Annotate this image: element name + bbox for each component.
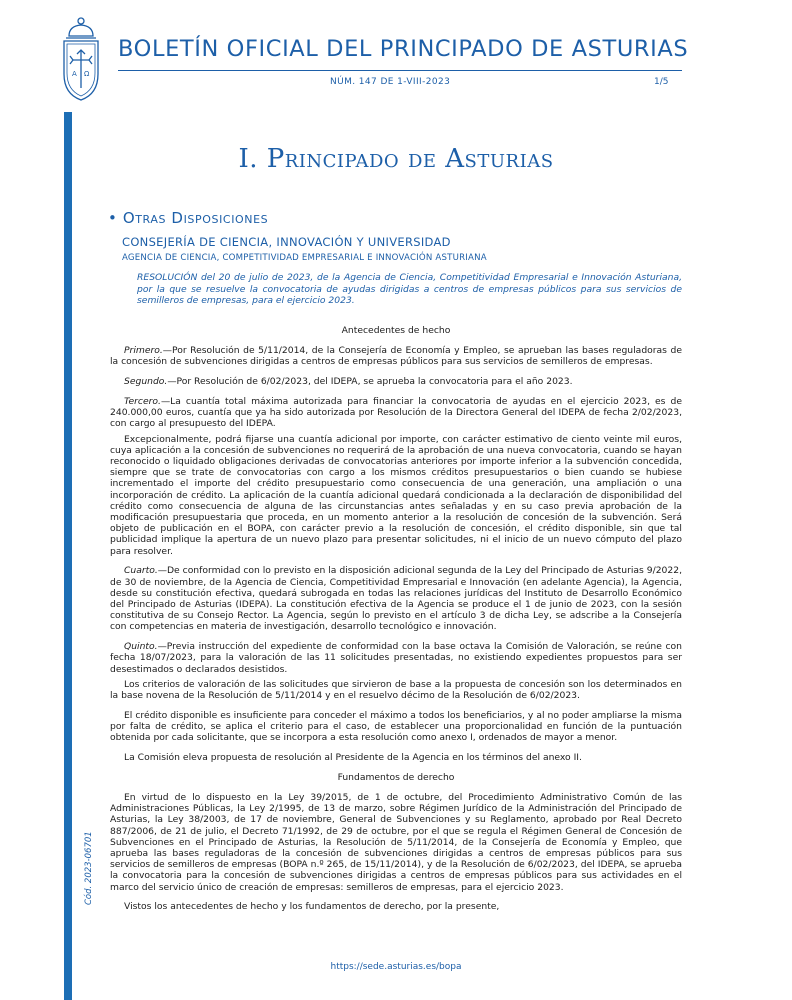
antecedentes-heading: Antecedentes de hecho [341, 325, 451, 336]
resolution-title: RESOLUCIÓN del 20 de julio de 2023, de la Agencia de Ciencia, Competitividad Empresarial e Innovación Asturiana, por la que se resuelve la convocatoria de ayudas dirigidas a centros de empresas públicos para sus servicios de semilleros de empresas, para el ejercicio 2023. [137, 272, 682, 306]
paragraph-quinto: Quinto.—Previa instrucción del expediente de conformidad con la base octava la Comisión de Valoración, se reúne con fecha 18/07/2023, para la valoración de las 11 solicitudes presentadas, no existiendo expedientes propuestos para ser desestimados o declarados desistidos. [110, 641, 682, 675]
department-name: CONSEJERÍA DE CIENCIA, INNOVACIÓN Y UNIVERSIDAD [122, 235, 451, 249]
principado-crest-logo [56, 14, 106, 102]
svg-text:Ω: Ω [84, 70, 90, 78]
paragraph-virtud: En virtud de lo dispuesto en la Ley 39/2015, de 1 de octubre, del Procedimiento Administrativo Común de las Administraciones Públicas, la Ley 2/1995, de 13 de marzo, sobre Régimen Jurídico de la Administración del Principado de Asturias, la Ley 38/2003, de 17 de noviembre, General de Subvenciones y su Reglamento, aprobado por Real Decreto 887/2006, de 21 de julio, el Decreto 71/1992, de 29 de octubre, por el que se regula el Régimen General de Concesión de Subvenciones en el Principado de Asturias, la Resolución de 5/11/2014, de la Consejería de Economía y Empleo, que aprueba las bases reguladoras de la concesión de subvenciones dirigidas a centros de empresas públicos para sus servicios de semilleros de empresas (BOPA n.º 265, de 15/11/2014), y de la Resolución de 6/02/2023, del IDEPA, se aprueba la convocatoria para la concesión de subvenciones dirigidas a centros de empresas públicos para sus actividades en el marco del servicio único de creación de empresas: semilleros de empresas, para el ejercicio 2023. [110, 792, 682, 893]
section-title: I. Principado de Asturias [238, 144, 554, 174]
document-body [110, 325, 682, 921]
gazette-title: BOLETÍN OFICIAL DEL PRINCIPADO DE ASTURIAS [118, 36, 689, 62]
issue-number: NÚM. 147 DE 1-VIII-2023 [330, 77, 451, 87]
margin-bar [64, 112, 72, 1000]
agency-name: AGENCIA DE CIENCIA, COMPETITIVIDAD EMPRESARIAL E INNOVACIÓN ASTURIANA [122, 253, 487, 263]
page-number: 1/5 [654, 77, 669, 87]
paragraph-excepcional: Excepcionalmente, podrá fijarse una cuantía adicional por importe, con carácter estimativo de ciento veinte mil euros, cuya aplicación a la concesión de subvenciones no requerirá de la aprobación de una nueva convocatoria, cuando se hayan reconocido o liquidado obligaciones derivadas de convocatorias anteriores por importe inferior a la subvención concedida, siempre que se trate de convocatorias con cargo a los mismos créditos presupuestarios o bien cuando se hubiese incrementado el importe del crédito presupuestario como consecuencia de una generación, una ampliación o una incorporación de crédito. La aplicación de la cuantía adicional quedará condicionada a la declaración de disponibilidad del crédito como consecuencia de alguna de las circunstancias antes señaladas y en su caso previa aprobación de la modificación presupuestaria que proceda, en un momento anterior a la resolución de concesión de la subvención. Será objeto de publicación en el BOPA, con carácter previo a la resolución de concesión, el crédito disponible, sin que tal publicidad implique la apertura de un nuevo plazo para presentar solicitudes, ni el inicio de un nuevo cómputo del plazo para resolver. [110, 433, 682, 557]
paragraph-credito: El crédito disponible es insuficiente para conceder el máximo a todos los beneficiarios, y al no poder ampliarse la misma por falta de crédito, se aplica el criterio para el caso, de establecer una proporcionalidad en función de la puntuación obtenida por cada solicitante, que se incorpora a esta resolución como anexo I, ordenados de mayor a menor. [110, 709, 682, 744]
paragraph-vistos: Vistos los antecedentes de hecho y los fundamentos de derecho, por la presente, [124, 901, 500, 913]
header-divider [118, 70, 682, 71]
category-title: • Otras Disposiciones [108, 209, 269, 227]
paragraph-criterios: Los criterios de valoración de las solicitudes que sirvieron de base a la propuesta de concesión son los determinados en la base novena de la Resolución de 5/11/2014 y en el resuelvo décimo de la Resolución de 6/02/2023. [110, 678, 682, 702]
paragraph-comision: La Comisión eleva propuesta de resolución al Presidente de la Agencia en los términos del anexo II. [124, 752, 582, 764]
paragraph-primero: Primero.—Por Resolución de 5/11/2014, de la Consejería de Economía y Empleo, se aprueban las bases reguladoras de la concesión de subvenciones dirigidas a centros de empresas públicos para sus servicios de semilleros de empresas. [110, 345, 682, 368]
paragraph-tercero: Tercero.—La cuantía total máxima autorizada para financiar la convocatoria de ayudas en el ejercicio 2023, es de 240.000,00 euros, cuantía que ya ha sido autorizada por Resolución de la Directora General del IDEPA de fecha 2/02/2023, con cargo al presupuesto del IDEPA. [110, 396, 682, 430]
paragraph-segundo: Segundo.—Por Resolución de 6/02/2023, del IDEPA, se aprueba la convocatoria para el año 2023. [124, 376, 573, 388]
svg-text:A: A [72, 70, 77, 78]
footer-url-link[interactable]: https://sede.asturias.es/bopa [330, 962, 462, 972]
paragraph-cuarto: Cuarto.—De conformidad con lo previsto en la disposición adicional segunda de la Ley del Principado de Asturias 9/2022, de 30 de noviembre, de la Agencia de Ciencia, Competitividad Empresarial e Innovación (en adelante Agencia), la Agencia, desde su constitución efectiva, quedará subrogada en todas las relaciones jurídicas del Instituto de Desarrollo Económico del Principado de Asturias (IDEPA). La constitución efectiva de la Agencia se produce el 1 de junio de 2023, con la sesión constitutiva de su Consejo Rector. La Agencia, según lo previsto en el artículo 3 de dicha Ley, se adscribe a la Consejería con competencias en materia de investigación, desarrollo tecnológico e innovación. [110, 565, 682, 633]
margin-code: Cód. 2023-06701 [84, 831, 94, 905]
fundamentos-heading: Fundamentos de derecho [337, 771, 455, 783]
